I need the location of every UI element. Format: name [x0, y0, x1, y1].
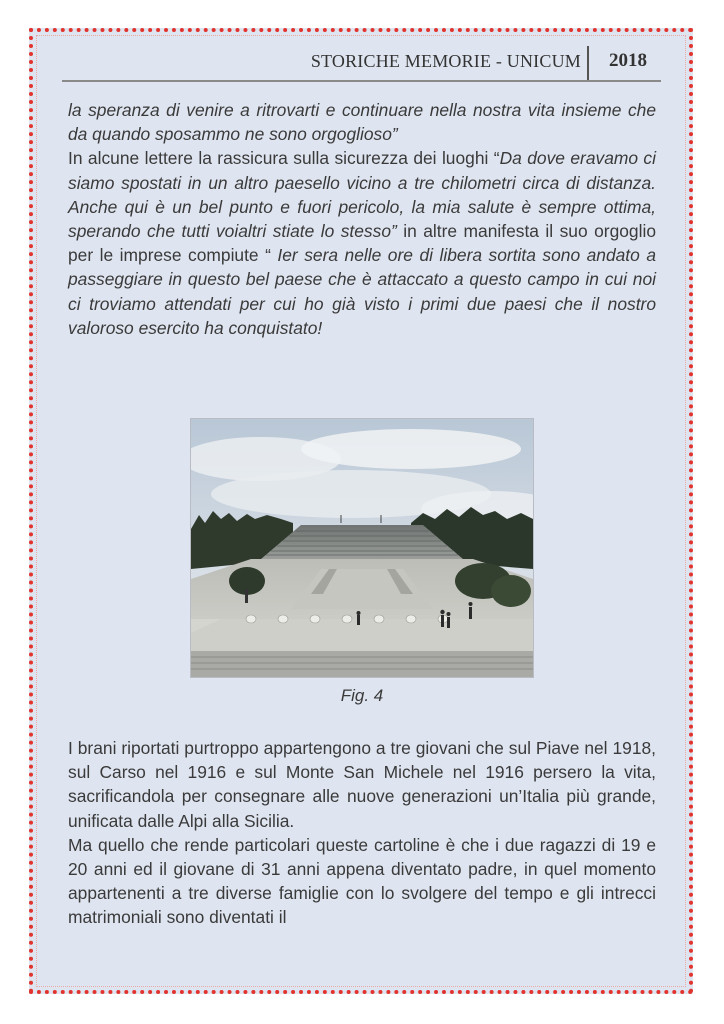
body-text-bottom	[68, 736, 656, 930]
paragraph-young-soldiers: I brani riportati purtroppo appartengono a tre giovani che sul Piave nel 1918, sul Carso nel 1916 e sul Monte San Michele nel 1916 persero la vita, sacrificandola per consegnare alle nuove generazioni un’Italia più grande, unificata dalle Alpi alla Sicilia.	[68, 738, 656, 831]
header-year: 2018	[609, 50, 647, 71]
paragraph-letters	[68, 146, 656, 340]
quote-text: la speranza di venire a ritrovarti e continuare nella nostra vita insieme che da quando sposammo ne sono orgoglioso”	[68, 100, 656, 145]
quote-text: Da dove eravamo ci siamo spostati in un altro paesello vicino a tre chilometri circa di distanza. Anche qui è un bel punto e fuori pericolo, la mia salute è sempre ottima, sperando che tutti voialtri stiate lo stesso”	[68, 148, 656, 242]
page-header	[62, 46, 661, 82]
figure-photo	[190, 418, 534, 678]
quote-text: Ier sera nelle ore di libera sortita sono andato a passeggiare in questo bel paese che è attaccato a questo campo in cui noi ci troviamo attendati per cui ho già visto i primi due paesi che il nostro valoroso esercito ha conquistato!	[68, 245, 656, 338]
body-text-top	[68, 98, 656, 340]
figure-caption: Fig. 4	[340, 686, 384, 705]
paragraph-text: In alcune lettere la rassicura sulla sicurezza dei luoghi “	[68, 148, 500, 169]
header-separator	[587, 46, 589, 80]
paragraph-postcards: Ma quello che rende particolari queste cartoline è che i due ragazzi di 19 e 20 anni ed il giovane di 31 anni appena diventato padre, in quel momento appartenenti a tre diverse famiglie con lo svolgere del tempo e gli intrecci matrimoniali sono diventati il	[68, 834, 656, 928]
header-title: STORICHE MEMORIE - UNICUM	[310, 51, 581, 71]
memorial-photo-illustration	[191, 419, 533, 677]
paragraph-letter-closing	[68, 98, 656, 146]
paragraph-text: in altre manifesta il suo orgoglio per le imprese compiute “	[68, 221, 656, 266]
